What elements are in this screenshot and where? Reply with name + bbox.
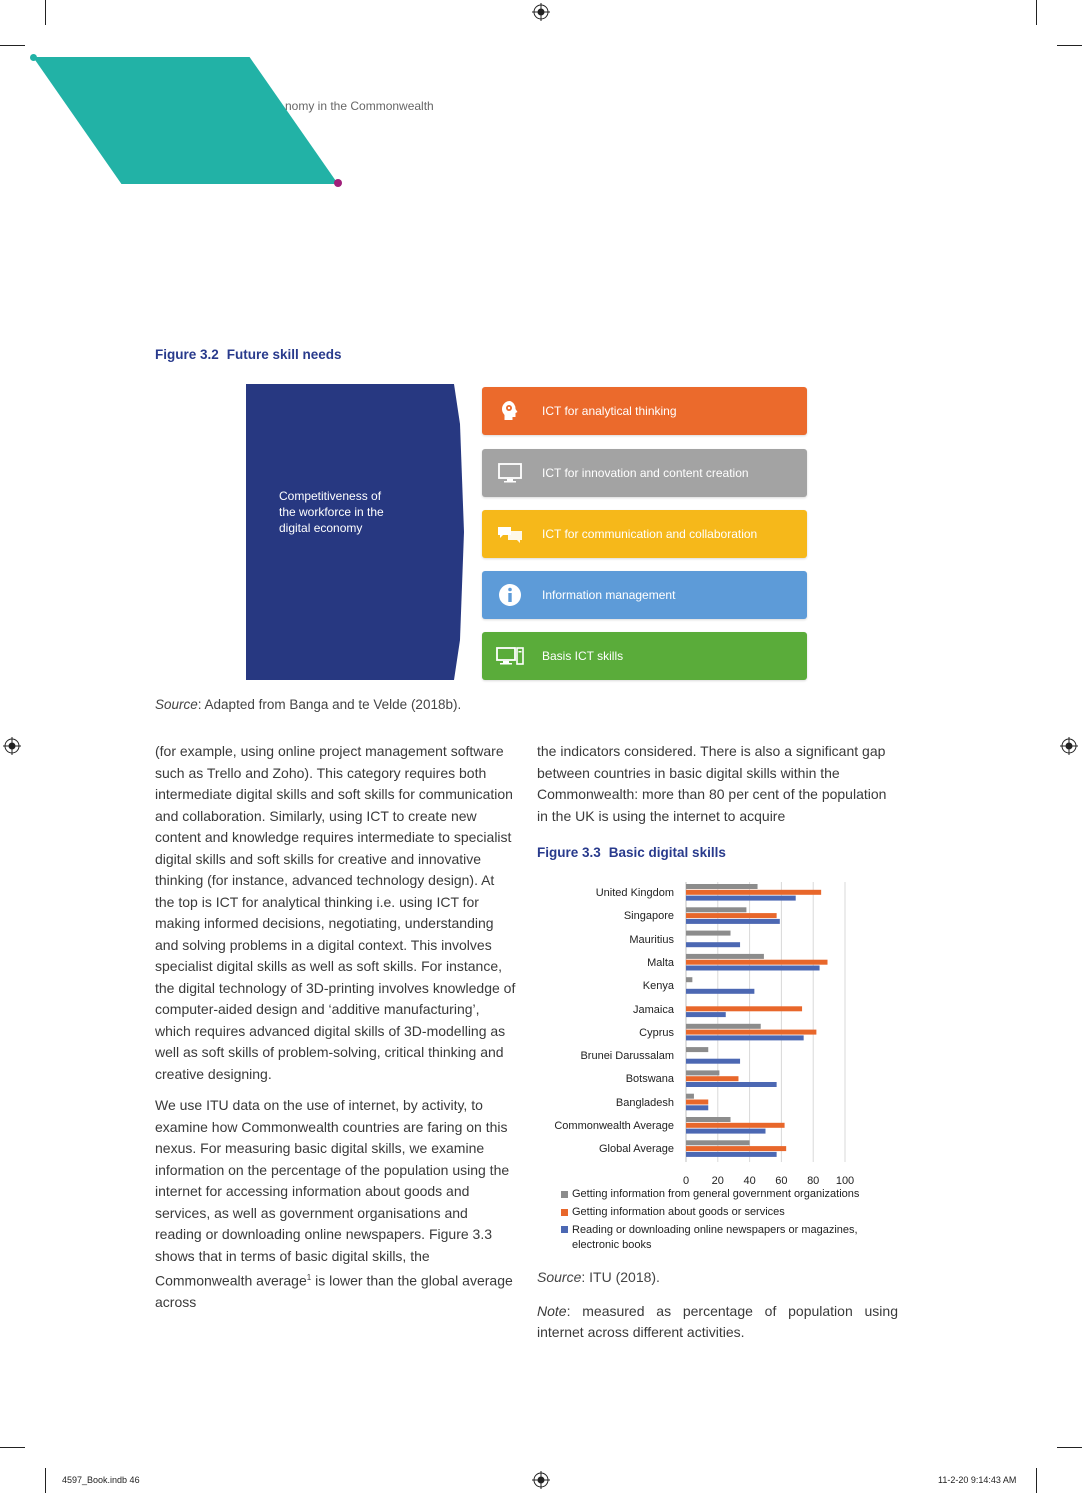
footer-file: 4597_Book.indb 46 xyxy=(62,1475,140,1485)
bar-newspapers xyxy=(686,942,740,947)
note-text: : measured as percentage of population using internet across different activities. xyxy=(537,1303,898,1340)
category-label: Mauritius xyxy=(629,933,674,946)
bar-goods xyxy=(686,1076,738,1081)
running-head: nomy in the Commonwealth xyxy=(285,99,434,113)
x-tick-label: 0 xyxy=(682,1175,690,1187)
bar-goods xyxy=(686,1100,708,1105)
category-label: United Kingdom xyxy=(595,887,674,899)
category-label: Jamaica xyxy=(633,1003,674,1016)
bar-government xyxy=(686,931,731,936)
x-tick-label: 60 xyxy=(775,1175,788,1187)
skill-bar-label: Information management xyxy=(542,588,676,602)
x-tick-label: 80 xyxy=(807,1175,820,1187)
source-text: : ITU (2018). xyxy=(581,1269,660,1285)
legend-swatch xyxy=(561,1191,568,1198)
bar-government xyxy=(686,1094,694,1099)
source-label: Source xyxy=(155,697,198,712)
bar-government xyxy=(686,977,692,982)
bar-goods xyxy=(686,1146,786,1151)
x-tick-label: 40 xyxy=(743,1175,756,1187)
category-label: Kenya xyxy=(642,980,674,993)
bar-newspapers xyxy=(686,989,754,994)
bar-newspapers xyxy=(686,896,796,901)
bar-government xyxy=(686,954,764,959)
bar-goods xyxy=(686,1030,816,1035)
bar-government xyxy=(686,1140,750,1145)
note-label: Note xyxy=(537,1303,567,1319)
figure-number: Figure 3.2 xyxy=(155,347,219,362)
category-label: Global Average xyxy=(598,1143,674,1156)
x-tick-label: 20 xyxy=(711,1175,724,1187)
legend-item-goods xyxy=(561,1206,901,1218)
category-label: Brunei Darussalam xyxy=(580,1050,674,1063)
figure-3-3-note xyxy=(537,1301,898,1343)
bar-government xyxy=(686,1117,731,1122)
footer-timestamp: 11-2-20 9:14:43 AM xyxy=(938,1475,1017,1485)
category-label: Cyprus xyxy=(639,1026,674,1039)
bar-newspapers xyxy=(686,1012,726,1017)
legend-label: Getting information from general government organizations xyxy=(572,1188,860,1200)
skill-bar-label: Basis ICT skills xyxy=(542,649,624,663)
bar-government xyxy=(686,884,758,889)
bar-newspapers xyxy=(686,966,820,971)
competitiveness-label: Competitiveness of the workforce in the digital economy xyxy=(279,489,384,535)
figure-number: Figure 3.3 xyxy=(537,845,601,860)
source-label: Source xyxy=(537,1269,582,1285)
paragraph: (for example, using online project management software such as Trello and Zoho). This category requires both intermediate digital skills and soft skills for communication and collaboration. Similarly, using ICT to create new content and knowledge requires intermediate to specialist digital skills and soft skills for creative and innovative thinking (for instance, advanced technology design). At the top is ICT for analytical thinking i.e. using ICT for making informed decisions, negotiating, understanding and solving problems in a digital context. This involves specialist digital skills as well as soft skills. For instance, the digital technology of 3D-printing involves knowledge of computer-aided design and ‘additive manufacturing’, which requires advanced digital skills of 3D-modelling as well as soft skills of problem-solving, critical thinking and creative designing. xyxy=(155,743,516,1082)
bar-goods xyxy=(686,1006,802,1011)
bar-goods xyxy=(686,1123,785,1128)
bar-goods xyxy=(686,890,821,895)
legend-swatch xyxy=(561,1226,568,1233)
legend-label: Getting information about goods or services xyxy=(572,1206,785,1218)
category-label: Botswana xyxy=(625,1073,674,1086)
bar-newspapers xyxy=(686,1082,777,1087)
bar-government xyxy=(686,907,746,912)
bar-newspapers xyxy=(686,1129,766,1134)
skill-bar-label: ICT for communication and collaboration xyxy=(542,527,758,541)
category-label: Bangladesh xyxy=(615,1096,674,1109)
skill-bar-label: ICT for analytical thinking xyxy=(542,404,677,418)
paragraph-text: is lower than the global average across xyxy=(155,1272,513,1311)
bar-newspapers xyxy=(686,1035,804,1040)
bar-government xyxy=(686,1047,708,1052)
bar-government xyxy=(686,1024,761,1029)
bar-newspapers xyxy=(686,919,780,924)
bar-goods xyxy=(686,913,777,918)
category-label: Singapore xyxy=(623,910,674,923)
figure-3-3-source xyxy=(537,1269,660,1285)
figure-title-text: Future skill needs xyxy=(226,347,342,362)
skill-bar-label: ICT for innovation and content creation xyxy=(542,466,749,480)
bar-newspapers xyxy=(686,1105,708,1110)
legend-item-newspapers xyxy=(561,1223,891,1253)
category-label: Malta xyxy=(647,956,674,969)
paragraph-text: We use ITU data on the use of internet, by activity, to examine how Commonwealth countries are faring on this nexus. For measuring basic digital skills, we examine information on the percentage of the population using the internet for accessing information about goods and services, as well as government organisations and reading or downloading online newspapers. Figure 3.3 shows that in terms of basic digital skills, the Commonwealth average xyxy=(155,1097,510,1289)
bar-newspapers xyxy=(686,1152,777,1157)
bar-goods xyxy=(686,960,828,965)
footnote-mark: 1 xyxy=(306,1273,312,1282)
bar-newspapers xyxy=(686,1059,740,1064)
x-tick-label: 100 xyxy=(835,1175,855,1187)
legend-label: Reading or downloading online newspapers or magazines, electronic books xyxy=(572,1224,858,1251)
source-text: : Adapted from Banga and te Velde (2018b). xyxy=(197,697,462,712)
figure-title-text: Basic digital skills xyxy=(608,845,726,860)
category-label: Commonwealth Average xyxy=(554,1120,674,1132)
legend-swatch xyxy=(561,1209,568,1216)
bar-government xyxy=(686,1070,719,1075)
legend-item-government xyxy=(561,1188,901,1200)
paragraph: the indicators considered. There is also a significant gap between countries in basic digital skills within the Commonwealth: more than 80 per cent of the population in the UK is using the internet to acquire xyxy=(537,743,887,824)
